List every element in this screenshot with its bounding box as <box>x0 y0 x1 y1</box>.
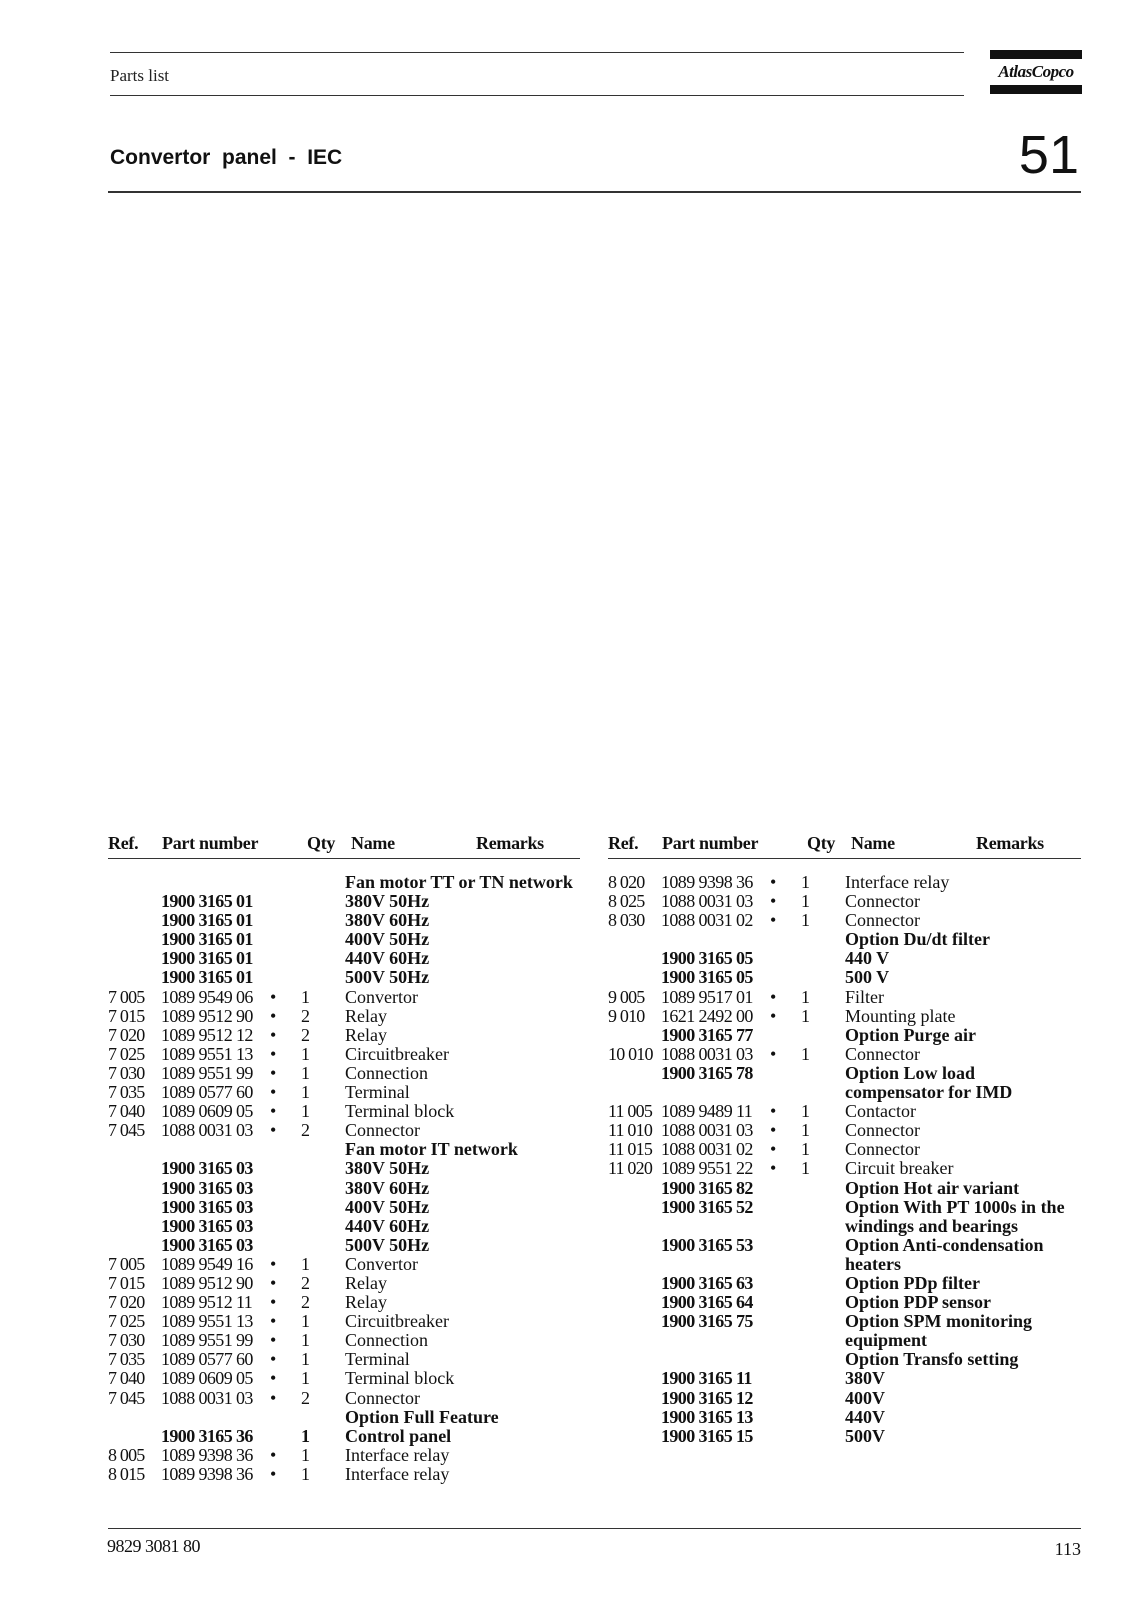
row-name: 380V 60Hz <box>345 910 430 931</box>
row-ref: 7 040 <box>108 1101 145 1122</box>
footer-page-number: 113 <box>1054 1539 1081 1559</box>
col-head-remarks: Remarks <box>476 833 544 853</box>
row-part-number: 1900 3165 03 <box>161 1158 253 1179</box>
row-bullet: • <box>270 1101 277 1122</box>
row-qty: 1 <box>301 1101 310 1122</box>
row-bullet: • <box>270 986 277 1007</box>
table-row <box>608 1389 1081 1408</box>
row-part-number: 1900 3165 03 <box>161 1215 253 1236</box>
row-name: Relay <box>345 1292 387 1313</box>
row-name: 440V 60Hz <box>345 1215 430 1236</box>
row-qty: 1 <box>801 1139 810 1160</box>
col-head-name: Name <box>851 833 895 853</box>
row-bullet: • <box>270 1311 277 1332</box>
row-name: Option Purge air <box>845 1024 976 1045</box>
table-row <box>608 1312 1081 1331</box>
row-qty: 1 <box>301 1368 310 1389</box>
row-part-number: 1088 0031 03 <box>661 1120 753 1141</box>
row-part-number: 1900 3165 01 <box>161 967 253 988</box>
row-qty: 2 <box>301 1120 310 1141</box>
table-row <box>108 1350 580 1369</box>
col-head-ref: Ref. <box>608 833 639 853</box>
row-part-number: 1900 3165 03 <box>161 1234 253 1255</box>
table-row <box>108 1293 580 1312</box>
section-title-rule <box>108 191 1081 193</box>
row-name: Contactor <box>845 1101 916 1122</box>
row-name: windings and bearings <box>845 1215 1019 1236</box>
table-row <box>608 930 1081 949</box>
row-name: Convertor <box>345 986 418 1007</box>
col-head-name: Name <box>351 833 395 853</box>
row-bullet: • <box>270 1024 277 1045</box>
row-bullet: • <box>770 910 777 931</box>
row-part-number: 1900 3165 77 <box>661 1024 753 1045</box>
header-top-rule <box>110 52 964 53</box>
table-row <box>108 873 580 892</box>
table-row <box>108 1465 580 1484</box>
row-qty: 1 <box>301 1062 310 1083</box>
row-name: Connector <box>845 1043 920 1064</box>
logo-text: AtlasCopco <box>998 62 1074 81</box>
table-row <box>108 1179 580 1198</box>
row-ref: 9 005 <box>608 986 645 1007</box>
table-row <box>608 1331 1081 1350</box>
table-row <box>108 1331 580 1350</box>
table-row <box>108 1312 580 1331</box>
row-name: 380V 60Hz <box>345 1177 430 1198</box>
row-part-number: 1900 3165 78 <box>661 1062 753 1083</box>
row-qty: 2 <box>301 1387 310 1408</box>
row-bullet: • <box>270 1253 277 1274</box>
table-row <box>108 1236 580 1255</box>
row-name: Connection <box>345 1062 428 1083</box>
row-bullet: • <box>270 1463 277 1484</box>
row-ref: 7 020 <box>108 1292 145 1313</box>
row-name: Mounting plate <box>845 1005 956 1026</box>
row-name: compensator for IMD <box>845 1082 1013 1103</box>
row-name: Connector <box>845 1120 920 1141</box>
table-row <box>108 1369 580 1388</box>
row-ref: 11 020 <box>608 1158 653 1179</box>
table-row <box>608 1274 1081 1293</box>
table-row <box>608 1064 1081 1083</box>
row-bullet: • <box>270 1005 277 1026</box>
row-qty: 1 <box>301 1330 310 1351</box>
row-qty: 1 <box>301 1444 310 1465</box>
row-part-number: 1900 3165 63 <box>661 1272 753 1293</box>
table-row <box>108 1427 580 1446</box>
row-name: Connector <box>845 891 920 912</box>
row-name: Terminal <box>345 1082 410 1103</box>
row-ref: 9 010 <box>608 1005 645 1026</box>
row-name: Connection <box>345 1330 428 1351</box>
row-ref: 8 015 <box>108 1463 145 1484</box>
row-qty: 1 <box>301 1425 310 1446</box>
table-row <box>608 1350 1081 1369</box>
table-row <box>108 1083 580 1102</box>
row-name: Control panel <box>345 1425 452 1446</box>
row-name: Circuit breaker <box>845 1158 954 1179</box>
row-part-number: 1089 0577 60 <box>161 1349 253 1370</box>
row-name: Circuitbreaker <box>345 1311 449 1332</box>
row-ref: 7 005 <box>108 1253 145 1274</box>
table-row <box>108 1217 580 1236</box>
table-row <box>608 911 1081 930</box>
table-row <box>108 911 580 930</box>
row-bullet: • <box>270 1330 277 1351</box>
table-row <box>608 892 1081 911</box>
table-row <box>608 949 1081 968</box>
row-name: 500V <box>845 1425 885 1446</box>
col-head-remarks: Remarks <box>976 833 1044 853</box>
row-name: Terminal <box>345 1349 410 1370</box>
row-name: Relay <box>345 1272 387 1293</box>
table-row <box>108 1255 580 1274</box>
row-bullet: • <box>770 986 777 1007</box>
row-part-number: 1089 9549 06 <box>161 986 253 1007</box>
table-row <box>608 1217 1081 1236</box>
table-row <box>108 1026 580 1045</box>
table-row <box>108 892 580 911</box>
header-bottom-rule <box>110 95 964 96</box>
table-row <box>608 1026 1081 1045</box>
table-row <box>108 1007 580 1026</box>
row-part-number: 1089 9512 11 <box>161 1292 253 1313</box>
row-bullet: • <box>770 891 777 912</box>
row-part-number: 1088 0031 03 <box>161 1387 253 1408</box>
row-name: Terminal block <box>345 1101 455 1122</box>
row-qty: 1 <box>301 1253 310 1274</box>
row-name: Option Du/dt filter <box>845 929 991 950</box>
table-row <box>108 1274 580 1293</box>
footer-rule <box>108 1528 1081 1529</box>
row-qty: 1 <box>801 910 810 931</box>
row-part-number: 1089 9551 22 <box>661 1158 753 1179</box>
table-row <box>608 1179 1081 1198</box>
row-ref: 7 035 <box>108 1349 145 1370</box>
row-bullet: • <box>270 1062 277 1083</box>
row-bullet: • <box>270 1082 277 1103</box>
row-part-number: 1900 3165 15 <box>661 1425 753 1446</box>
row-part-number: 1089 9551 13 <box>161 1043 253 1064</box>
row-qty: 1 <box>301 1349 310 1370</box>
row-part-number: 1089 9551 99 <box>161 1330 253 1351</box>
row-part-number: 1900 3165 64 <box>661 1292 753 1313</box>
row-qty: 1 <box>301 986 310 1007</box>
row-name: Interface relay <box>845 872 950 892</box>
row-name: Option SPM monitoring <box>845 1311 1033 1332</box>
row-qty: 1 <box>301 1043 310 1064</box>
row-part-number: 1621 2492 00 <box>661 1005 753 1026</box>
row-qty: 2 <box>301 1005 310 1026</box>
row-ref: 11 010 <box>608 1120 653 1141</box>
table-row <box>608 968 1081 987</box>
row-bullet: • <box>770 1120 777 1141</box>
row-ref: 7 020 <box>108 1024 145 1045</box>
row-part-number: 1900 3165 01 <box>161 948 253 969</box>
row-name: Connector <box>845 910 920 931</box>
table-row <box>608 1083 1081 1102</box>
row-name: 440V 60Hz <box>345 948 430 969</box>
row-bullet: • <box>770 1005 777 1026</box>
row-bullet: • <box>270 1292 277 1313</box>
row-name: Convertor <box>345 1253 418 1274</box>
table-row <box>608 1408 1081 1427</box>
row-ref: 8 005 <box>108 1444 145 1465</box>
table-row <box>608 1102 1081 1121</box>
row-part-number: 1088 0031 03 <box>661 1043 753 1064</box>
row-part-number: 1900 3165 82 <box>661 1177 753 1198</box>
row-part-number: 1089 9398 36 <box>661 872 753 892</box>
row-part-number: 1089 9398 36 <box>161 1444 253 1465</box>
table-row <box>108 1045 580 1064</box>
col-head-part-number: Part number <box>162 833 259 853</box>
row-ref: 7 045 <box>108 1387 145 1408</box>
row-name: Option Transfo setting <box>845 1349 1019 1370</box>
row-qty: 2 <box>301 1292 310 1313</box>
row-part-number: 1900 3165 01 <box>161 910 253 931</box>
row-part-number: 1900 3165 03 <box>161 1177 253 1198</box>
row-part-number: 1089 9489 11 <box>661 1101 753 1122</box>
table-row <box>608 1255 1081 1274</box>
right-parts-table <box>608 873 1081 1446</box>
row-bullet: • <box>270 1349 277 1370</box>
row-part-number: 1089 9512 90 <box>161 1005 253 1026</box>
row-part-number: 1089 9551 13 <box>161 1311 253 1332</box>
row-ref: 7 045 <box>108 1120 145 1141</box>
row-name: 500V 50Hz <box>345 1234 430 1255</box>
table-row <box>108 930 580 949</box>
table-row <box>608 1236 1081 1255</box>
row-ref: 7 025 <box>108 1043 145 1064</box>
row-name: Interface relay <box>345 1444 450 1465</box>
row-name: Option Anti-condensation <box>845 1234 1044 1255</box>
logo-top-bar <box>990 50 1082 59</box>
row-part-number: 1900 3165 01 <box>161 929 253 950</box>
row-part-number: 1900 3165 03 <box>161 1196 253 1217</box>
row-part-number: 1900 3165 53 <box>661 1234 753 1255</box>
row-part-number: 1900 3165 36 <box>161 1425 253 1446</box>
row-name: 440 V <box>845 948 890 969</box>
row-ref: 7 015 <box>108 1005 145 1026</box>
row-bullet: • <box>270 1387 277 1408</box>
row-ref: 11 015 <box>608 1139 653 1160</box>
table-row <box>108 1140 580 1159</box>
row-bullet: • <box>770 1043 777 1064</box>
left-parts-table <box>108 873 580 1484</box>
row-part-number: 1088 0031 02 <box>661 1139 753 1160</box>
row-part-number: 1088 0031 02 <box>661 910 753 931</box>
row-name: equipment <box>845 1330 928 1351</box>
row-part-number: 1089 9512 12 <box>161 1024 253 1045</box>
row-ref: 11 005 <box>608 1101 653 1122</box>
row-ref: 10 010 <box>608 1043 653 1064</box>
table-row <box>108 1446 580 1465</box>
row-qty: 1 <box>301 1082 310 1103</box>
table-row <box>608 1121 1081 1140</box>
row-bullet: • <box>270 1272 277 1293</box>
row-name: Connector <box>345 1120 420 1141</box>
row-name: Circuitbreaker <box>345 1043 449 1064</box>
row-name: 380V <box>845 1368 885 1389</box>
col-head-ref: Ref. <box>108 833 139 853</box>
row-part-number: 1089 0609 05 <box>161 1368 253 1389</box>
table-row <box>608 988 1081 1007</box>
table-row <box>108 1102 580 1121</box>
section-title: Convertor panel - IEC <box>110 146 343 169</box>
row-part-number: 1900 3165 52 <box>661 1196 753 1217</box>
row-ref: 7 015 <box>108 1272 145 1293</box>
row-bullet: • <box>270 1368 277 1389</box>
table-row <box>608 1293 1081 1312</box>
row-qty: 1 <box>801 891 810 912</box>
row-name: 400V 50Hz <box>345 929 430 950</box>
row-ref: 7 005 <box>108 986 145 1007</box>
table-row <box>108 1408 580 1427</box>
row-name: Option Hot air variant <box>845 1177 1020 1198</box>
table-row <box>608 1427 1081 1446</box>
row-name: Relay <box>345 1005 387 1026</box>
table-row <box>108 949 580 968</box>
row-bullet: • <box>270 1120 277 1141</box>
row-name: Relay <box>345 1024 387 1045</box>
row-part-number: 1089 0609 05 <box>161 1101 253 1122</box>
row-part-number: 1088 0031 03 <box>161 1120 253 1141</box>
row-qty: 2 <box>301 1024 310 1045</box>
row-bullet: • <box>770 872 777 892</box>
table-row <box>608 1007 1081 1026</box>
right-table-header-rule <box>608 858 1081 859</box>
row-qty: 1 <box>801 1120 810 1141</box>
row-part-number: 1900 3165 01 <box>161 891 253 912</box>
table-row <box>108 1064 580 1083</box>
col-head-part-number: Part number <box>662 833 759 853</box>
row-name: Fan motor TT or TN network <box>345 872 573 892</box>
row-qty: 2 <box>301 1272 310 1293</box>
row-qty: 1 <box>301 1311 310 1332</box>
row-qty: 1 <box>801 872 810 892</box>
row-part-number: 1900 3165 05 <box>661 948 753 969</box>
row-ref: 8 030 <box>608 910 645 931</box>
logo-bottom-bar <box>990 85 1082 94</box>
row-name: Option Full Feature <box>345 1406 499 1427</box>
table-row <box>608 1045 1081 1064</box>
row-part-number: 1089 9512 90 <box>161 1272 253 1293</box>
table-row <box>608 1159 1081 1178</box>
row-name: Option Low load <box>845 1062 976 1083</box>
table-row <box>108 968 580 987</box>
table-row <box>608 1140 1081 1159</box>
row-part-number: 1089 9517 01 <box>661 986 753 1007</box>
row-ref: 7 030 <box>108 1062 145 1083</box>
row-ref: 8 025 <box>608 891 645 912</box>
row-name: Fan motor IT network <box>345 1139 518 1160</box>
row-part-number: 1900 3165 13 <box>661 1406 753 1427</box>
row-qty: 1 <box>301 1463 310 1484</box>
row-part-number: 1900 3165 05 <box>661 967 753 988</box>
col-head-qty: Qty <box>807 833 836 853</box>
row-name: Connector <box>345 1387 420 1408</box>
row-ref: 7 035 <box>108 1082 145 1103</box>
left-table-header-rule <box>108 858 580 859</box>
row-part-number: 1900 3165 12 <box>661 1387 753 1408</box>
row-qty: 1 <box>801 1005 810 1026</box>
row-part-number: 1900 3165 75 <box>661 1311 753 1332</box>
row-bullet: • <box>270 1444 277 1465</box>
row-qty: 1 <box>801 1043 810 1064</box>
row-part-number: 1089 9549 16 <box>161 1253 253 1274</box>
row-name: 400V <box>845 1387 885 1408</box>
row-name: 400V 50Hz <box>345 1196 430 1217</box>
row-name: 500V 50Hz <box>345 967 430 988</box>
row-name: Interface relay <box>345 1463 450 1484</box>
row-part-number: 1089 9398 36 <box>161 1463 253 1484</box>
col-head-qty: Qty <box>307 833 336 853</box>
row-ref: 7 025 <box>108 1311 145 1332</box>
row-qty: 1 <box>801 1101 810 1122</box>
table-row <box>108 1159 580 1178</box>
row-bullet: • <box>770 1158 777 1179</box>
footer-doc-number: 9829 3081 80 <box>107 1536 200 1556</box>
table-row <box>108 1389 580 1408</box>
row-bullet: • <box>770 1139 777 1160</box>
row-part-number: 1089 0577 60 <box>161 1082 253 1103</box>
row-ref: 8 020 <box>608 872 645 892</box>
row-bullet: • <box>770 1101 777 1122</box>
row-name: Connector <box>845 1139 920 1160</box>
section-number: 51 <box>1018 125 1079 185</box>
table-row <box>608 873 1081 892</box>
row-name: Option PDP sensor <box>845 1292 992 1313</box>
row-name: 380V 50Hz <box>345 891 430 912</box>
row-part-number: 1089 9551 99 <box>161 1062 253 1083</box>
header-title: Parts list <box>110 66 170 85</box>
table-row <box>108 988 580 1007</box>
row-part-number: 1088 0031 03 <box>661 891 753 912</box>
row-name: heaters <box>845 1253 901 1274</box>
atlas-copco-logo <box>990 50 1082 95</box>
row-qty: 1 <box>801 986 810 1007</box>
row-name: Option PDp filter <box>845 1272 980 1293</box>
row-name: Filter <box>845 986 884 1007</box>
table-row <box>608 1369 1081 1388</box>
row-name: Option With PT 1000s in the <box>845 1196 1065 1217</box>
row-part-number: 1900 3165 11 <box>661 1368 752 1389</box>
table-row <box>108 1121 580 1140</box>
table-row <box>108 1198 580 1217</box>
row-name: 380V 50Hz <box>345 1158 430 1179</box>
row-name: 440V <box>845 1406 885 1427</box>
row-qty: 1 <box>801 1158 810 1179</box>
row-bullet: • <box>270 1043 277 1064</box>
row-name: Terminal block <box>345 1368 455 1389</box>
row-name: 500 V <box>845 967 890 988</box>
row-ref: 7 030 <box>108 1330 145 1351</box>
table-row <box>608 1198 1081 1217</box>
row-ref: 7 040 <box>108 1368 145 1389</box>
